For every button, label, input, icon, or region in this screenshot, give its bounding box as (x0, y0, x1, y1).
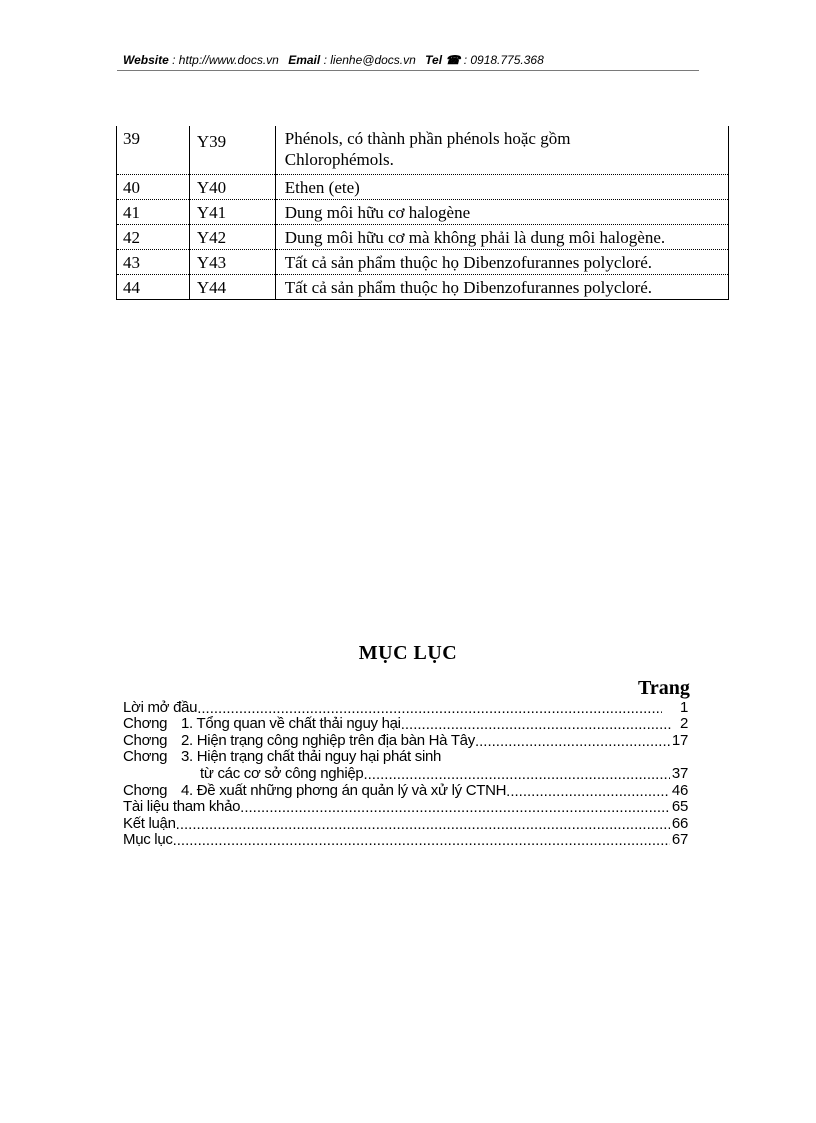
row-description: Phénols, có thành phần phénols hoặc gồm Chlorophémols. (275, 126, 728, 174)
row-description: Dung môi hữu cơ mà không phải là dung môi halogène. (275, 224, 728, 249)
page-header (123, 52, 699, 68)
tel-label: Tel (425, 53, 443, 67)
table-row (117, 174, 729, 199)
table-row (117, 274, 729, 299)
table-of-contents (123, 699, 688, 848)
row-code: Y40 (189, 174, 275, 199)
header-divider (117, 70, 699, 71)
toc-entry: Chơng 1. Tổng quan về chất thải nguy hại ..... 2 (123, 716, 688, 733)
row-description: Dung môi hữu cơ halogène (275, 199, 728, 224)
row-number: 44 (117, 274, 190, 299)
row-number: 42 (117, 224, 190, 249)
row-code: Y42 (189, 224, 275, 249)
toc-entry: từ các cơ sở công nghiệp ..... 37 (123, 765, 688, 782)
toc-entry: Chơng 3. Hiện trạng chất thải nguy hại phát sinh (123, 748, 442, 766)
row-description: Tất cả sản phẩm thuộc họ Dibenzofurannes polycloré. (275, 249, 728, 274)
table-row (117, 199, 729, 224)
row-number: 40 (117, 174, 190, 199)
tel-value: : 0918.775.368 (463, 53, 544, 67)
row-number: 41 (117, 199, 190, 224)
table-row (117, 126, 729, 174)
row-code: Y41 (189, 199, 275, 224)
row-code: Y39 (189, 126, 275, 174)
toc-title: MỤC LỤC (358, 642, 458, 664)
toc-page-header: Trang (638, 677, 690, 699)
table-row (117, 224, 729, 249)
toc-entry: Chơng 4. Đề xuất những phơng án quản lý và xử lý CTNH ..... 46 (123, 782, 688, 799)
website-value: : http://www.docs.vn (172, 53, 279, 67)
website-label: Website (123, 53, 169, 67)
table-row (117, 249, 729, 274)
toc-entry: Tài liệu tham khảo ..... 65 (123, 799, 688, 816)
row-number: 39 (117, 126, 190, 174)
toc-entry: Chơng 2. Hiện trạng công nghiệp trên địa bàn Hà Tây ..... 17 (123, 732, 688, 749)
email-label: Email (288, 53, 321, 67)
toc-entry: Lời mở đầu ..... 1 (123, 699, 688, 716)
row-code: Y44 (189, 274, 275, 299)
toc-entry: Mục lục ..... 67 (123, 832, 688, 849)
email-value: : lienhe@docs.vn (323, 53, 416, 67)
row-description: Ethen (ete) (275, 174, 728, 199)
waste-codes-table (116, 126, 729, 300)
row-description: Tất cả sản phẩm thuộc họ Dibenzofurannes polycloré. (275, 274, 728, 299)
row-number: 43 (117, 249, 190, 274)
toc-entry: Kết luận ..... 66 (123, 815, 688, 832)
row-code: Y43 (189, 249, 275, 274)
phone-icon: ☎ (445, 53, 461, 67)
